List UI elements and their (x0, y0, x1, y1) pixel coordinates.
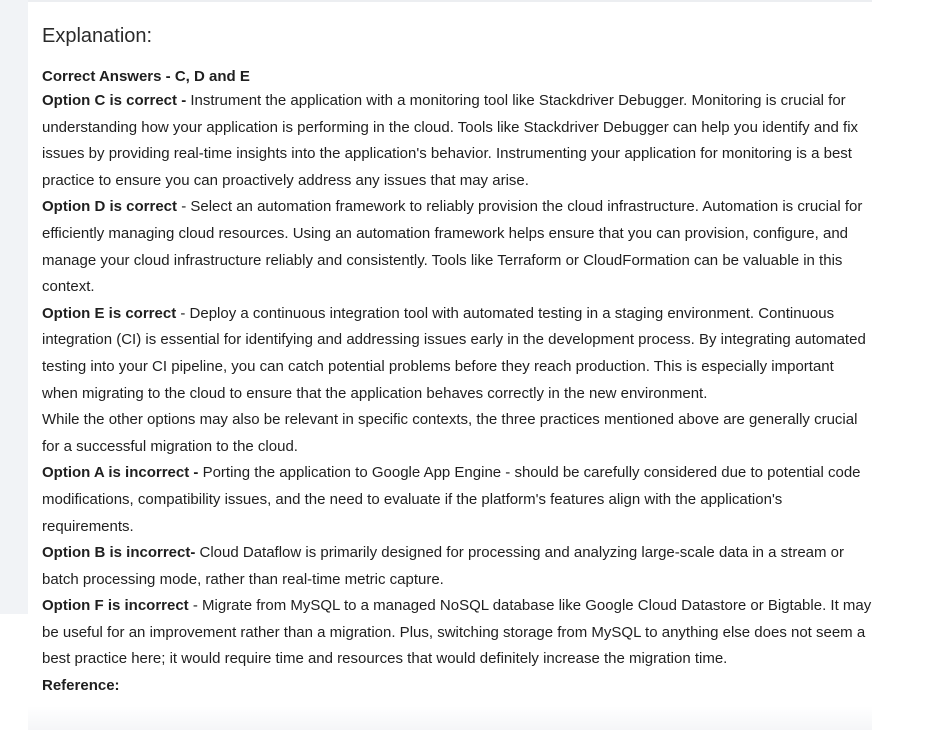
option-c-lead: Option C is correct - (42, 92, 191, 109)
option-b-text: Cloud Dataflow is primarily designed for processing and analyzing large-scale data in a stream or batch processing mode, rather than real-time metric capture. (42, 544, 845, 588)
summary-text: While the other options may also be relevant in specific contexts, the three practices mentioned above are generally crucial for a successful migration to the cloud. (42, 411, 858, 455)
option-f-lead: Option F is incorrect (42, 597, 189, 615)
option-a-explanation (42, 460, 872, 540)
option-e-explanation (42, 301, 872, 407)
option-f-text: - Migrate from MySQL to a managed NoSQL database like Google Cloud Datastore or Bigtable. It may be useful for an improvement rather than a migration. Plus, switching storage from MySQL to anything else does not seem a best practice here; it would require time and resources that would definitely increase the migration time. (42, 597, 872, 668)
option-b-lead: Option B is incorrect- (42, 544, 200, 562)
option-b-explanation (42, 540, 872, 593)
option-f-explanation (42, 593, 872, 673)
option-d-explanation (42, 194, 872, 300)
left-gutter (0, 0, 28, 614)
explanation-panel (42, 20, 872, 699)
option-c-text: Instrument the application with a monitoring tool like Stackdriver Debugger. Monitoring is crucial for understanding how your application is performing in the cloud. Tools like Stackdriver Debugger can help you identify and fix issues by providing real-time insights into the application's behavior. Instrumenting your application for monitoring is a best practice to ensure you can proactively address any issues that may arise. (42, 92, 859, 189)
option-c-explanation (42, 88, 872, 194)
option-e-lead: Option E is correct (42, 304, 177, 322)
option-d-lead: Option D is correct (42, 198, 178, 216)
reference-label: Reference: (42, 677, 120, 695)
bottom-fade (28, 706, 872, 730)
option-e-text: - Deploy a continuous integration tool with automated testing in a staging environment. Continuous integration (CI) is essential for identifying and addressing issues early in the development process. By integrating automated testing into your CI pipeline, you can catch potential problems before they reach production. This is especially important when migrating to the cloud to ensure that the application behaves correctly in the new environment. (42, 304, 866, 402)
right-gutter (872, 0, 945, 614)
explanation-heading: Explanation: (42, 25, 153, 47)
option-d-text: - Select an automation framework to reliably provision the cloud infrastructure. Automation is crucial for efficiently managing cloud resources. Using an automation framework helps ensure that you can provision, configure, and manage your cloud infrastructure reliably and consistently. Tools like Terraform or CloudFormation can be valuable in this context. (42, 198, 863, 296)
correct-answers-line: Correct Answers - C, D and E (42, 68, 250, 85)
summary-paragraph (42, 407, 872, 460)
option-a-text: Porting the application to Google App Engine - should be carefully considered due to potential code modifications, compatibility issues, and the need to evaluate if the platform's features align with the application's requirements. (42, 464, 861, 535)
option-a-lead: Option A is incorrect - (42, 464, 203, 482)
top-divider (28, 0, 872, 2)
